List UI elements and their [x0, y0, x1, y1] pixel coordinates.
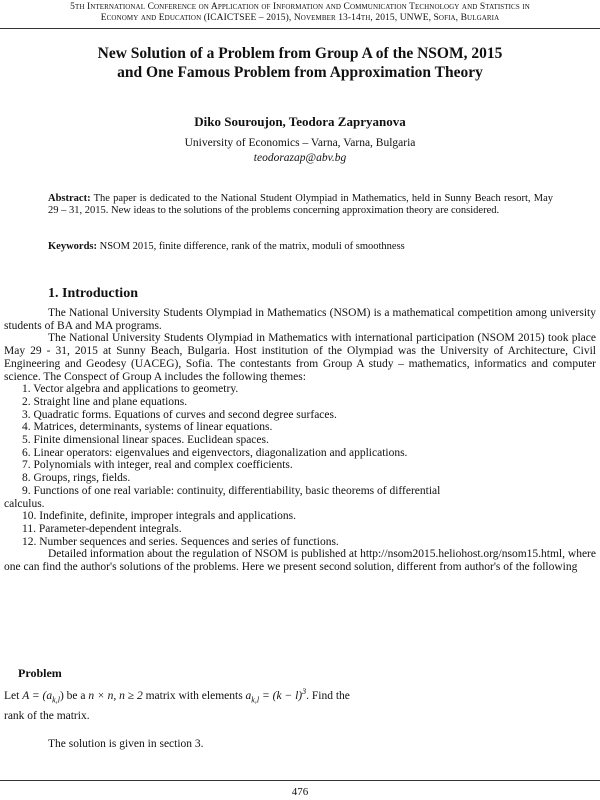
element-symbol: a: [245, 689, 252, 702]
abstract-text: The paper is dedicated to the National Student Olympiad in Mathematics, held in Sunny Beach resort, May 29 – 31, 2015. New ideas to the solutions of the problems concerning approximation theory are considered.: [48, 193, 553, 216]
theme-item: 6. Linear operators: eigenvalues and eigenvectors, diagonalization and applications.: [22, 446, 408, 459]
theme-item: 12. Number sequences and series. Sequences and series of functions.: [22, 535, 339, 548]
introduction-body: [4, 307, 596, 574]
affiliation-block: [0, 136, 600, 166]
author-email: teodorazap@abv.bg: [253, 152, 347, 164]
matrix-subscript: k,l: [52, 695, 60, 705]
matrix-size: n × n, n ≥ 2: [88, 689, 143, 702]
element-formula: [245, 687, 307, 705]
intro-paragraph-2: The National University Students Olympiad in Mathematics with international participation (NSOM 2015) took place May 29 - 31, 2015 at Sunny Beach, Bulgaria. Host institution of the Olympiad was the University of Architecture, Civil Engineering and Geodesy (UACEG), Sofia. The contestants from Group A study – mathematics, informatics and computer science. The Conspect of Group A includes the following themes:: [4, 332, 596, 383]
conference-header: [0, 2, 600, 24]
theme-item: 9. Functions of one real variable: continuity, differentiability, basic theorems of differential: [22, 484, 441, 497]
header-line-1: 5th International Conference on Application of Information and Communication Technology and Statistics in: [70, 2, 530, 12]
problem-let: Let: [4, 689, 20, 702]
theme-item: 7. Polynomials with integer, real and complex coefficients.: [22, 459, 293, 472]
title-line-1: New Solution of a Problem from Group A of the NSOM, 2015: [97, 45, 503, 62]
problem-matrix-with: matrix with elements: [145, 689, 243, 702]
problem-find: . Find the: [306, 689, 350, 702]
element-exponent: 3: [302, 687, 307, 696]
problem-heading: Problem: [18, 666, 62, 680]
theme-item: 4. Matrices, determinants, systems of linear equations.: [22, 421, 273, 434]
page-number: 476: [291, 786, 309, 798]
matrix-definition: [22, 689, 60, 705]
problem-be: ) be a: [59, 689, 86, 702]
abstract: [48, 193, 553, 216]
theme-item: 5. Finite dimensional linear spaces. Euclidean spaces.: [22, 434, 269, 447]
intro-paragraph-3: Detailed information about the regulation of NSOM is published at http://nsom2015.heliohost.org/nsom15.html, where one can find the author's solutions of the problems. Here we present second solution, different from author's of the following: [4, 548, 596, 574]
authors: Diko Souroujon, Teodora Zapryanova: [194, 114, 406, 129]
keywords-label: Keywords:: [48, 241, 97, 252]
abstract-label: Abstract:: [48, 193, 91, 204]
header-line-2: Economy and Education (ICAICTSEE – 2015), November 13-14th, 2015, UNWE, Sofia, Bulgaria: [100, 13, 500, 23]
problem-rank: rank of the matrix.: [4, 710, 90, 723]
footer-rule: [0, 780, 600, 781]
paper-title: [0, 44, 600, 82]
header-rule: [0, 28, 600, 29]
keywords-text: NSOM 2015, finite difference, rank of the matrix, moduli of smoothness: [97, 241, 405, 252]
affiliation: University of Economics – Varna, Varna, Bulgaria: [184, 137, 416, 149]
theme-item: 10. Indefinite, definite, improper integrals and applications.: [22, 510, 297, 523]
theme-item: 3. Quadratic forms. Equations of curves and second degree surfaces.: [22, 408, 337, 421]
matrix-symbol: A = (a: [22, 689, 53, 702]
element-equation: = (k − l): [259, 689, 303, 702]
theme-item: calculus.: [4, 497, 45, 510]
theme-item: 8. Groups, rings, fields.: [22, 472, 131, 485]
element-subscript: k,l: [251, 695, 260, 705]
theme-item: 1. Vector algebra and applications to geometry.: [22, 383, 239, 396]
problem-statement: [4, 684, 596, 724]
section-heading-introduction: 1. Introduction: [48, 286, 138, 301]
solution-note: The solution is given in section 3.: [48, 738, 204, 750]
theme-item: 2. Straight line and plane equations.: [22, 395, 188, 408]
title-line-2: and One Famous Problem from Approximation Theory: [117, 64, 483, 81]
theme-item: 11. Parameter-dependent integrals.: [22, 522, 182, 535]
intro-paragraph-1: The National University Students Olympiad in Mathematics (NSOM) is a mathematical competition among university students of BA and MA programs.: [4, 307, 596, 332]
keywords: [48, 241, 553, 253]
